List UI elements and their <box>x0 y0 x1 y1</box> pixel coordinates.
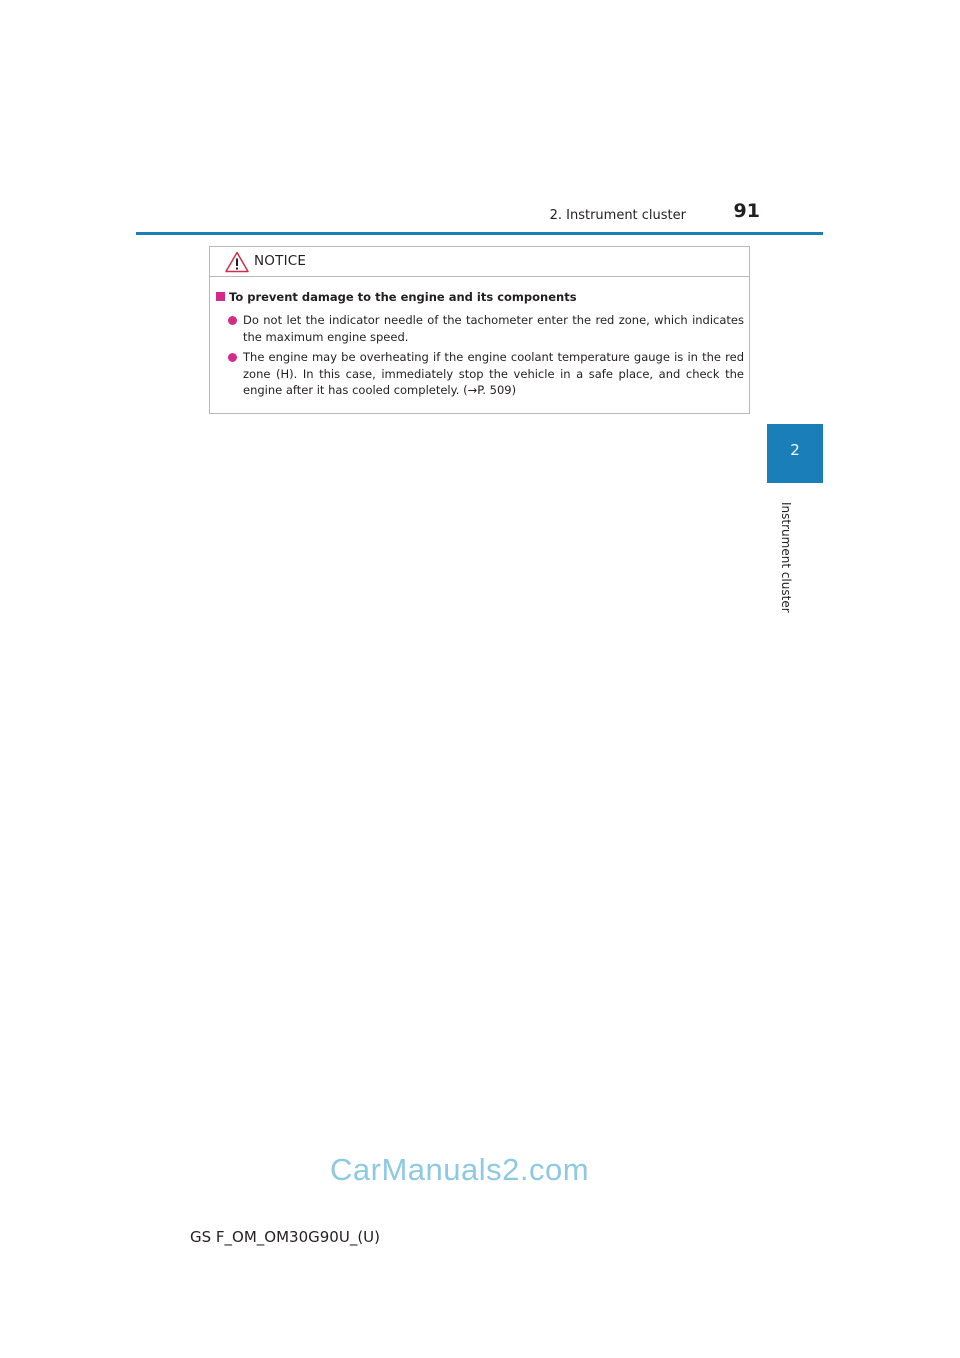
chapter-number: 2 <box>790 441 800 459</box>
chapter-tab <box>767 424 823 483</box>
notice-item <box>228 312 744 345</box>
footer-doc-code: GS F_OM_OM30G90U_(U) <box>190 1228 380 1246</box>
notice-heading-text: To prevent damage to the engine and its components <box>229 290 577 304</box>
notice-title: NOTICE <box>254 253 307 269</box>
notice-header <box>210 247 749 277</box>
chapter-label: Instrument cluster <box>779 502 793 613</box>
square-bullet-icon <box>216 292 225 301</box>
page-number: 91 <box>733 200 760 222</box>
warning-triangle-icon <box>225 251 249 273</box>
notice-item <box>228 349 744 399</box>
notice-item-text: Do not let the indicator needle of the tachometer enter the red zone, which indicates the maximum engine speed. <box>243 313 744 344</box>
notice-item-text: The engine may be overheating if the engine coolant temperature gauge is in the red zone (H). In this case, immediately stop the vehicle in a safe place, and check the engine after it has cooled completely. (→P. 509) <box>243 350 744 397</box>
running-header-section: 2. Instrument cluster <box>549 208 686 223</box>
round-bullet-icon <box>228 353 237 362</box>
watermark: CarManuals2.com <box>330 1152 590 1187</box>
notice-heading <box>216 290 577 304</box>
round-bullet-icon <box>228 316 237 325</box>
notice-box <box>209 246 750 414</box>
header-rule <box>136 232 823 235</box>
